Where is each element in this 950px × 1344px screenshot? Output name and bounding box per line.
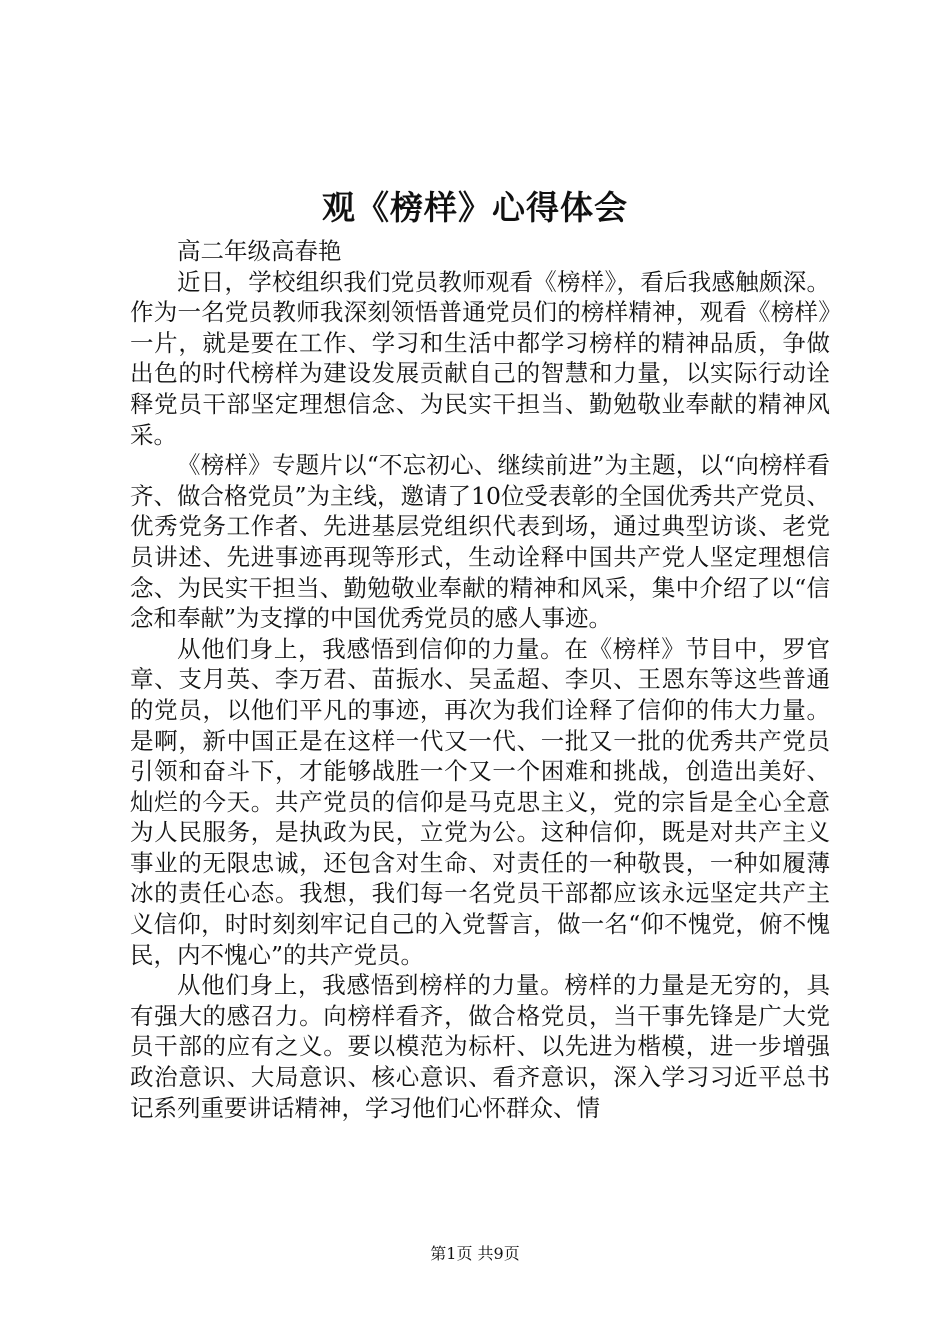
document-title: 观《榜样》心得体会	[322, 188, 628, 227]
document-body	[130, 236, 830, 1123]
paragraph-2: 《榜样》专题片以“不忘初心、继续前进”为主题，以“向榜样看齐、做合格党员”为主线，邀请了10位受表彰的全国优秀共产党员、优秀党务工作者、先进基层党组织代表到场，通过典型访谈、老党员讲述、先进事迹再现等形式，生动诠释中国共产党人坚定理想信念、为民实干担当、勤勉敬业奉献的精神和风采，集中介绍了以“信念和奉献”为支撑的中国优秀党员的感人事迹。	[130, 451, 830, 633]
paragraph-1: 近日，学校组织我们党员教师观看《榜样》，看后我感触颇深。作为一名党员教师我深刻领悟普通党员们的榜样精神，观看《榜样》一片，就是要在工作、学习和生活中都学习榜样的精神品质，争做出色的时代榜样为建设发展贡献自己的智慧和力量，以实际行动诠释党员干部坚定理想信念、为民实干担当、勤勉敬业奉献的精神风采。	[130, 267, 830, 449]
author-line: 高二年级高春艳	[177, 237, 342, 265]
paragraph-4: 从他们身上，我感悟到榜样的力量。榜样的力量是无穷的，具有强大的感召力。向榜样看齐，做合格党员，当干事先锋是广大党员干部的应有之义。要以模范为标杆、以先进为楷模，进一步增强政治意识、大局意识、核心意识、看齐意识，深入学习习近平总书记系列重要讲话精神，学习他们心怀群众、情	[130, 971, 830, 1122]
page-number-footer: 第1页 共9页	[430, 1244, 520, 1263]
paragraph-3: 从他们身上，我感悟到信仰的力量。在《榜样》节目中，罗官章、支月英、李万君、苗振水、吴孟超、李贝、王恩东等这些普通的党员，以他们平凡的事迹，再次为我们诠释了信仰的伟大力量。是啊，新中国正是在这样一代又一代、一批又一批的优秀共产党员引领和奋斗下，才能够战胜一个又一个困难和挑战，创造出美好、灿烂的今天。共产党员的信仰是马克思主义，党的宗旨是全心全意为人民服务，是执政为民，立党为公。这种信仰，既是对共产主义事业的无限忠诚，还包含对生命、对责任的一种敬畏，一种如履薄冰的责任心态。我想，我们每一名党员干部都应该永远坚定共产主义信仰，时时刻刻牢记自己的入党誓言，做一名“仰不愧党，俯不愧民，内不愧心”的共产党员。	[130, 634, 830, 969]
